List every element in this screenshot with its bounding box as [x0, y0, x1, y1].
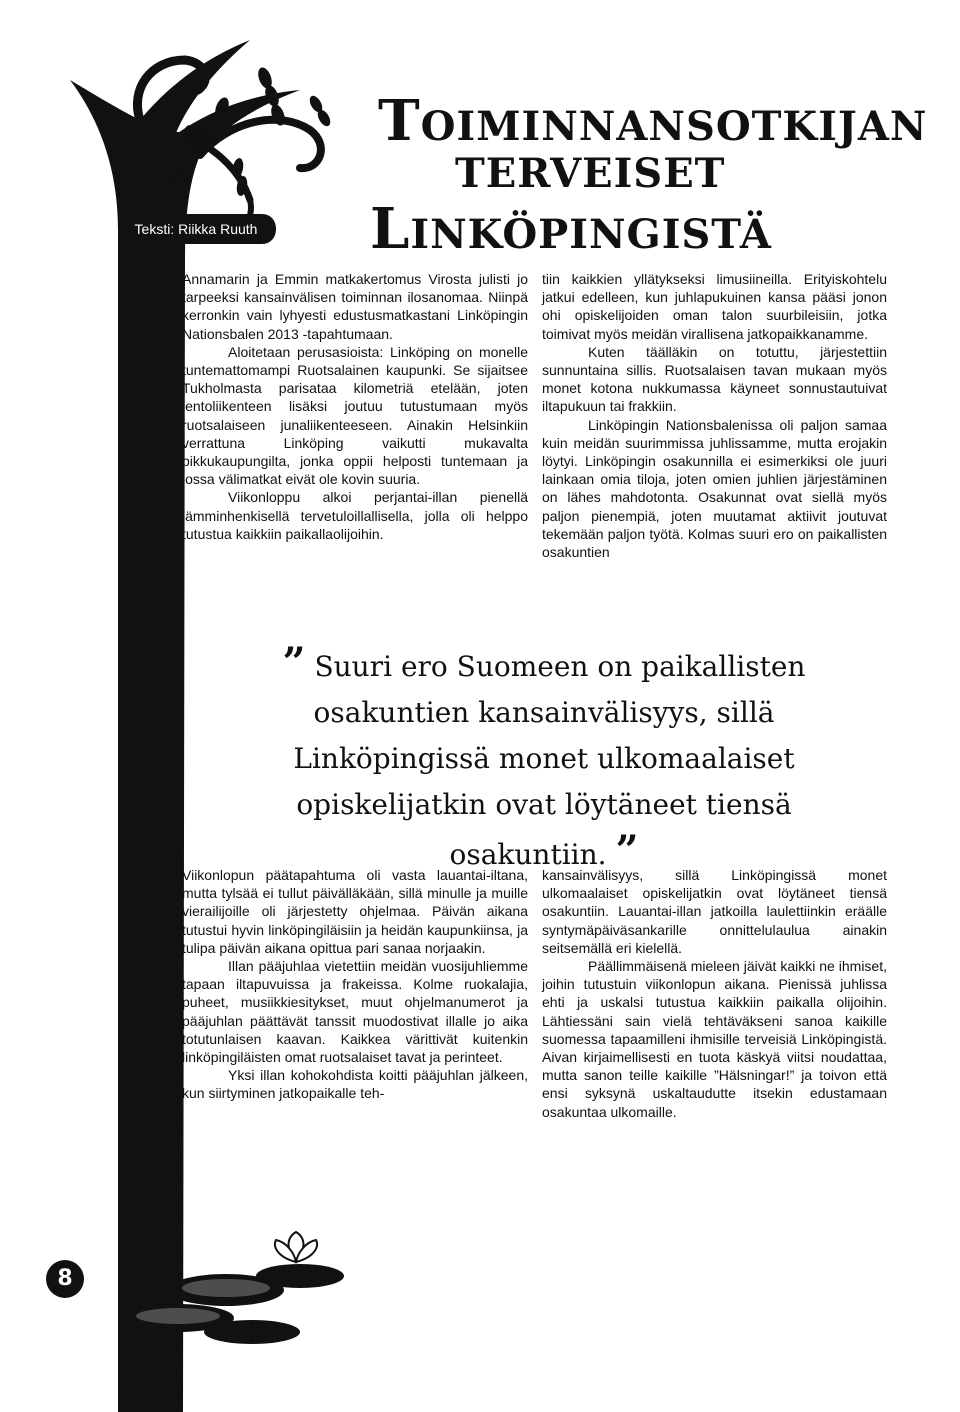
paragraph: Kuten täälläkin on totuttu, järjestettiin sunnuntaina sillis. Ruotsalaisen tavan mukaan myös monet kotona nukkumassa käyneet sonnustautuivat iltapukuun tai frakkiin.	[542, 343, 887, 415]
title-line-3-text: LINKÖPINGISTÄ	[370, 196, 772, 262]
column-top-right	[542, 270, 887, 561]
article-title-line-1	[378, 88, 927, 154]
paragraph: Linköpingin Nationsbalenissa oli paljon samaa kuin meidän suurimmissa juhlissamme, mutta erojakin löytyi. Linköpingin osakunnilla ei esimerkiksi ole juuri lainkaan omia tiloja, joten omien juhlien järjestäminen on lähes mahdotonta. Osakunnat ovat siellä myös paljon pienempiä, joten muutamat aktiivit joutuvat tekemään paljon työtä. Kolmas suuri ero on paikallisten osakuntien	[542, 416, 887, 561]
lotus-flower	[275, 1232, 317, 1262]
pull-quote	[258, 640, 830, 878]
paragraph: Yksi illan kohokohdista koitti pääjuhlan jälkeen, kun siirtyminen jatkopaikalle teh-	[182, 1067, 528, 1102]
title-line-2-text: TERVEISET	[455, 150, 726, 197]
paragraph: Viikonlopun päätapahtuma oli vasta lauantai-iltana, mutta tylsää ei tullut päivälläkään, sillä minulle ja muille vierailijoille oli järjestetty ohjelmaa. Päivän aikana tutustui hyvin linköpingiläisiin ja heidän kaupunkiinsa, ja tulipa päivän aikana opittua pari sanaa norjaakin.	[182, 867, 528, 956]
article-title-line-3	[370, 196, 772, 262]
paragraph: Illan pääjuhlaa vietettiin meidän vuosijuhliemme tapaan iltapuvuissa ja frakeissa. Kolme ruokalajia, puheet, musiikkiesitykset, muut ohjelmanumerot ja pääjuhlan päättävät tanssit muodostivat illalle jo aika totutunlaisen kaavan. Kaikkea värittivät kuitenkin linköpingiläisten omat ruotsalaiset tavat ja perinteet.	[182, 958, 528, 1066]
paragraph: tiin kaikkien yllätykseksi limusiineilla. Erityiskohtelu jatkui edelleen, kun juhlapukuinen kansa pääsi jonon ohi opiskelijoiden oman talon suurbileisiin, jotka toimivat myös meidän virallisena jatkopaikkanamme.	[542, 271, 887, 342]
page-number: 8	[57, 1266, 73, 1291]
column-bottom-left	[182, 866, 528, 1103]
paragraph: kansainvälisyys, sillä Linköpingissä monet ulkomaalaiset opiskelijatkin ovat löytäneet tiensä osakuntiin. Lauantai-illan jatkoilla laulettiinkin eräälle syntymäpäiväsankarille onnittelulaulua ainakin seitsemällä eri kielellä.	[542, 867, 887, 956]
paragraph: Päällimmäisenä mieleen jäivät kaikki ne ihmiset, joihin tutustuin viikonlopun aikana. Pienissä juhlissa ehti ja uskalsi tutustua kaikkiin paikalla olijoihin. Lähtiessäni sain vielä tehtäväkseni sanoa kaikille suomessa tapaamilleni ihmisille terveisiä Linköpingistä. Aivan kirjaimellisesti en tuota käskyä viitsi noudattaa, mutta sanon teille kaikille ”Hälsningar!” ja toivon että ensi syksynä uskaltaudutte itsekin edustamaan osakuntaa ulkomaille.	[542, 958, 887, 1120]
paragraph: Viikonloppu alkoi perjantai-illan pienellä lämminhenkisellä tervetuloillallisella, jolla oli helppo tutustua kaikkiin paikallaolijoihin.	[182, 489, 528, 542]
paragraph: Annamarin ja Emmin matkakertomus Virosta julisti jo tarpeeksi kansainvälisen toiminnan ilosanomaa. Niinpä kerronkin vain lyhyesti edustusmatkastani Linköpingin Nationsbalen 2013 -tapahtumaan.	[182, 271, 528, 342]
quote-open-mark: ”	[282, 639, 306, 686]
quote-close-mark: ”	[615, 827, 639, 874]
paragraph: Aloitetaan perusasioista: Linköping on monelle tuntemattomampi Ruotsalainen kaupunki. Se sijaitsee Tukholmasta parisataa kilometriä etelään, joten lentoliikenteen lisäksi joutuu tutustumaan myös ruotsalaiseen junaliikenteeseen. Ainakin Helsinkiin verrattuna Linköping vaikutti mukavalta pikkukaupungilta, jonka oppii helposti tuntemaan ja jossa välimatkat eivät ole kovin suuria.	[182, 343, 528, 488]
pull-quote-text: Suuri ero Suomeen on paikallisten osakuntien kansainvälisyys, sillä Linköpingissä monet ulkomaalaiset opiskelijatkin ovat löytäneet tiensä osakuntiin.	[293, 650, 806, 871]
author-credit: Teksti: Riikka Ruuth	[134, 221, 258, 237]
article-title-line-2	[455, 150, 725, 197]
column-top-left	[182, 270, 528, 543]
title-line-1-text: TOIMINNANSOTKIJAN	[378, 88, 928, 154]
column-bottom-right	[542, 866, 887, 1121]
